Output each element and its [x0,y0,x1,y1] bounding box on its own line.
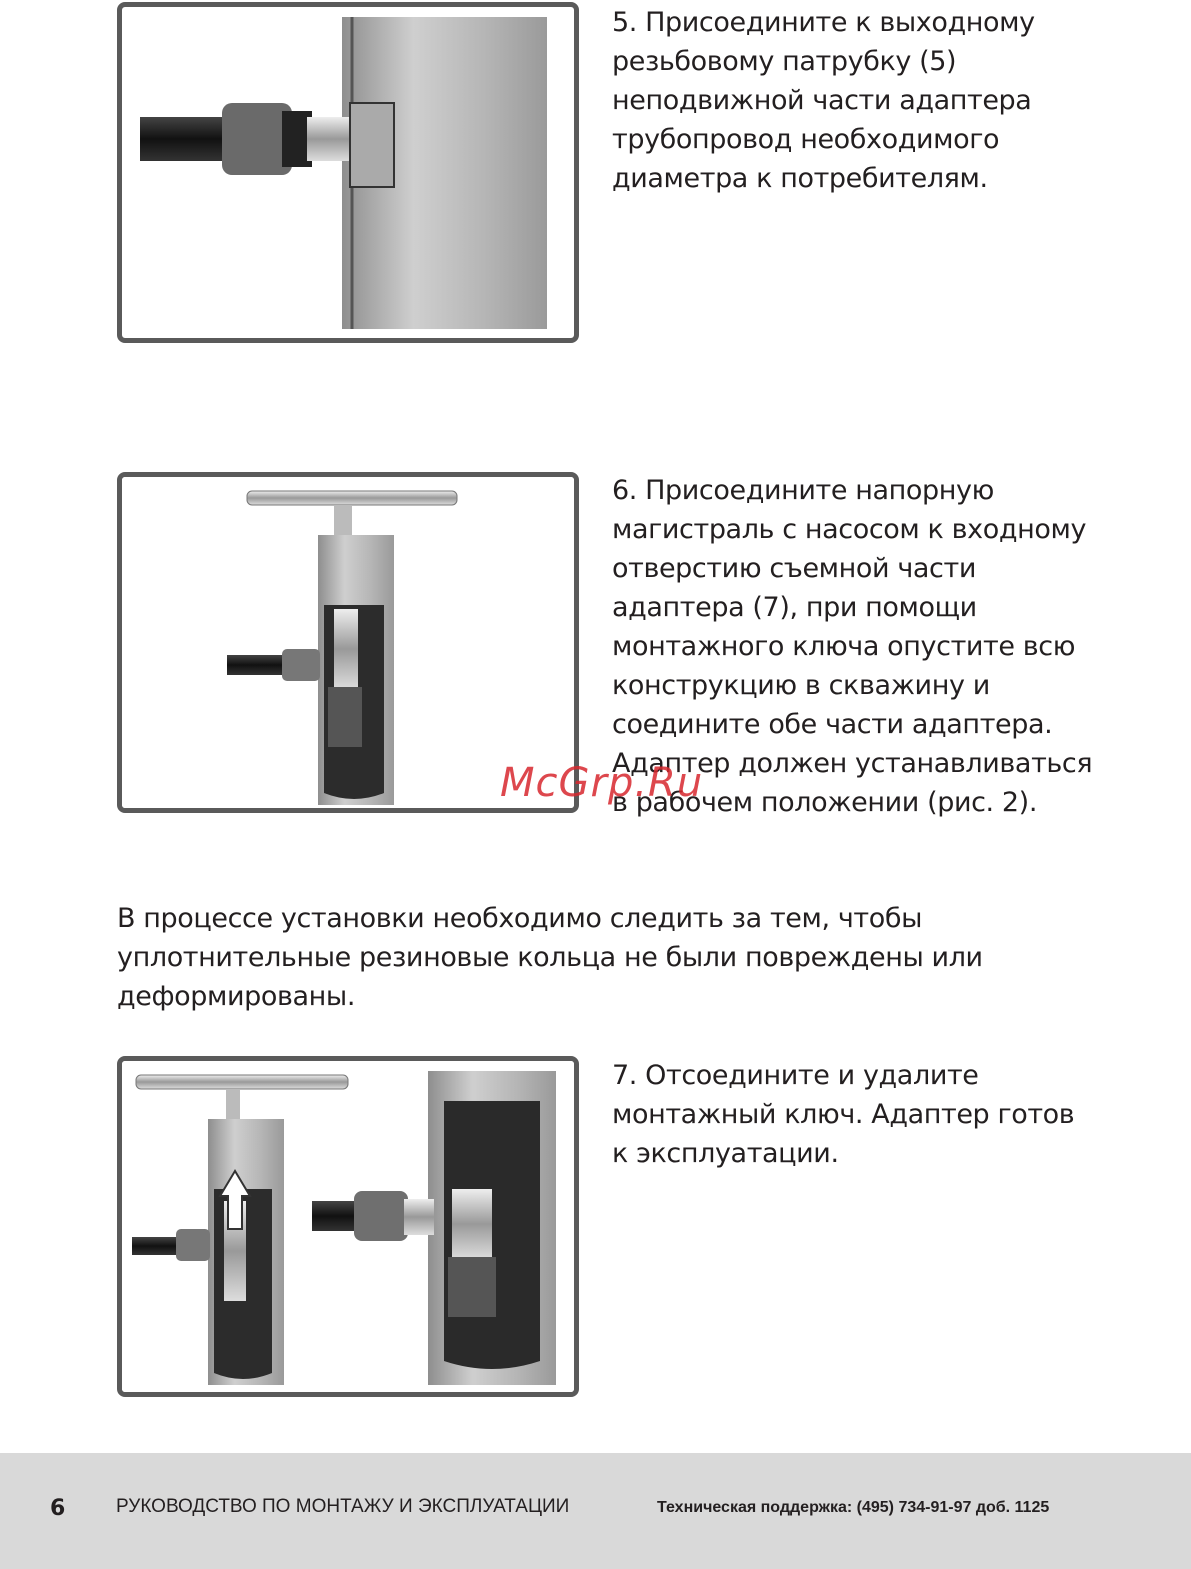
photo-step-7 [117,1056,579,1397]
step-6-text: 6. Присоедините напорную магистраль с насосом к входному отверстию съемной части адаптера (7), при помощи монтажного ключа опустите всю конструкцию в скважину и соедините обе части адаптера. Адаптер должен устанавливаться в рабочем положении (рис. 2). [612,475,1093,818]
adapter-install-photo [122,477,574,808]
page-number: 6 [50,1496,66,1521]
page-footer [0,1453,1191,1569]
step-7-text: 7. Отсоедините и удалите монтажный ключ. Адаптер готов к эксплуатации. [612,1060,1075,1169]
watermark: McGrp.Ru [500,760,704,806]
adapter-outlet-photo [122,7,574,338]
key-removal-photo [122,1061,574,1392]
step-5-text: 5. Присоедините к выходному резьбовому патрубку (5) неподвижной части адаптера трубопровод необходимого диаметра к потребителям. [612,7,1035,194]
footer-support-phone: Техническая поддержка: (495) 734-91-97 доб. 1125 [657,1499,1050,1516]
footer-title: РУКОВОДСТВО ПО МОНТАЖУ И ЭКСПЛУАТАЦИИ [116,1496,570,1517]
installation-note: В процессе установки необходимо следить за тем, чтобы уплотнительные резиновые кольца не были повреждены или деформированы. [117,903,983,1012]
photo-step-5 [117,2,579,343]
